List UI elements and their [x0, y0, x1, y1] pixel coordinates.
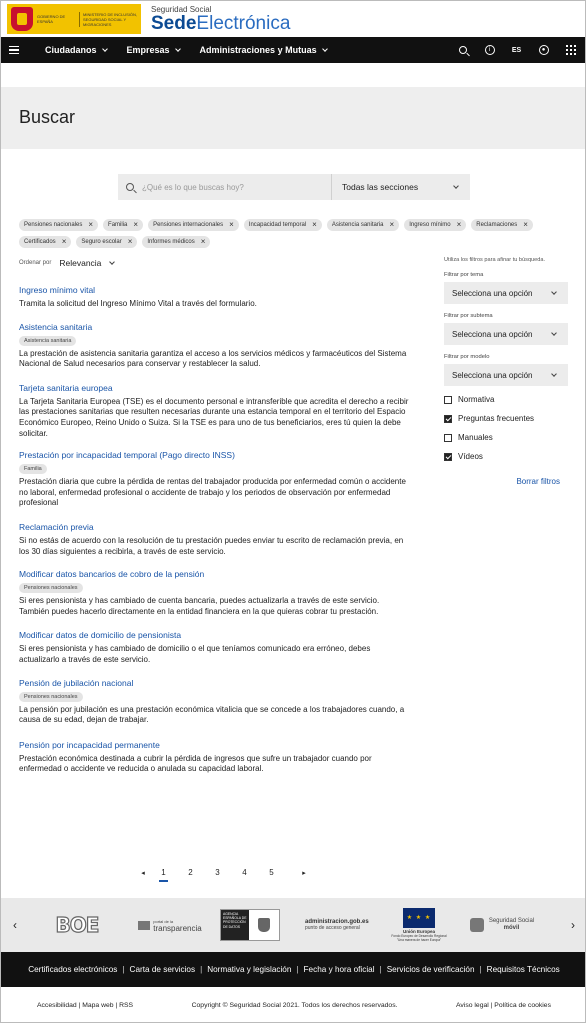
bottom-footer [1, 987, 586, 1023]
page-number[interactable]: 1 [150, 868, 177, 877]
result-title-link[interactable]: Asistencia sanitaria [19, 321, 93, 332]
close-icon[interactable]: × [523, 220, 528, 229]
result-description: Tramita la solicitud del Ingreso Mínimo Vital a través del formulario. [19, 299, 257, 308]
filter-chip-label: Incapacidad temporal [248, 222, 307, 228]
gov-label: GOBIERNO DE ESPAÑA [37, 14, 66, 24]
search-icon [459, 46, 467, 54]
filter-checkbox[interactable] [444, 394, 568, 405]
footer-link[interactable]: Certificados electrónicos [28, 965, 118, 974]
result-item [19, 383, 411, 439]
coat-of-arms-icon [11, 7, 33, 31]
footer-links [1, 952, 586, 987]
site-title-light: Electrónica [196, 12, 291, 34]
footer-separator: | [379, 965, 382, 974]
result-description: Si no estás de acuerdo con la resolución de tu prestación puedes enviar tu escrito de reclamación previa, en los 30 días siguientes a recibirla, a través de este servicio. [19, 535, 404, 556]
pagination [136, 868, 311, 877]
checkbox-icon[interactable] [444, 396, 452, 404]
footer-link[interactable]: Servicios de verificación [386, 965, 475, 974]
close-icon[interactable]: × [127, 237, 133, 246]
result-title-link[interactable]: Pensión de jubilación nacional [19, 677, 134, 688]
checkbox-icon[interactable] [444, 453, 452, 461]
result-item [19, 322, 411, 370]
user-button[interactable] [537, 44, 550, 57]
sort-control [19, 258, 114, 268]
chevron-down-icon [453, 183, 459, 189]
result-item [19, 740, 411, 775]
filter-chip-label: Certificados [24, 239, 56, 245]
result-title-link[interactable]: Reclamación previa [19, 521, 94, 532]
filters-sidebar [444, 257, 568, 486]
footer-link[interactable]: Fecha y hora oficial [303, 965, 375, 974]
filter-chip-label: Informes médicos [147, 239, 195, 245]
footer-link[interactable]: Carta de servicios [129, 965, 196, 974]
boe-logo[interactable]: BOE [55, 913, 99, 937]
section-select[interactable] [331, 174, 470, 200]
result-title-link[interactable]: Prestación por incapacidad temporal (Pago directo INSS) [19, 450, 235, 461]
clear-filters-link[interactable]: Borrar filtros [516, 477, 560, 486]
carousel-prev-button[interactable]: ‹ [13, 918, 17, 932]
result-description: La prestación de asistencia sanitaria garantiza el acceso a los servicios médicos y farmacéuticos del Sistema Nacional de Salud necesarios para conservar y restablecer la salud. [19, 348, 407, 369]
aepd-logo[interactable] [215, 907, 285, 943]
result-title-link[interactable]: Ingreso mínimo vital [19, 285, 96, 295]
chevron-down-icon [110, 259, 116, 265]
result-item [19, 678, 411, 726]
filters-hint: Utiliza los filtros para afinar tu búsqueda. [444, 257, 546, 263]
result-item [19, 450, 411, 509]
next-page-button[interactable]: ▸ [302, 869, 306, 877]
filter-select-value: Selecciona una opción [452, 329, 533, 339]
filter-chip-label: Familia [108, 222, 128, 228]
ss-movil-icon [470, 918, 484, 932]
filter-chip[interactable] [19, 236, 71, 248]
filter-checkbox[interactable] [444, 451, 568, 462]
page-title: Buscar [19, 107, 76, 127]
title-band [1, 87, 586, 149]
ministry-label: MINISTERIO DE INCLUSIÓN, SEGURIDAD SOCIAL Y MIGRACIONES [79, 12, 137, 27]
filter-chip[interactable] [103, 219, 143, 231]
nav-ciudadanos[interactable] [45, 45, 107, 55]
eu-subtitle: Fondo Europeo de Desarrollo Regional "Una manera de hacer Europa" [391, 933, 447, 942]
checkbox-label: Vídeos [458, 452, 483, 461]
site-subtitle: Seguridad Social [151, 4, 212, 14]
result-category-badge: Pensiones nacionales [19, 583, 83, 593]
checkbox-label: Normativa [458, 395, 495, 404]
results-list [19, 285, 411, 775]
chevron-down-icon [551, 330, 557, 336]
footer-accessibility-links[interactable]: Accesibilidad | Mapa web | RSS [37, 1002, 134, 1009]
info-icon: i [485, 45, 495, 55]
transparencia-logo[interactable] [125, 907, 215, 943]
page-number[interactable]: 3 [215, 868, 220, 877]
filter-select[interactable] [444, 282, 568, 304]
result-description: La Tarjeta Sanitaria Europea (TSE) es el documento personal e intransferible que acredita el derecho a recibir las prestaciones sanitarias que resulten necesarias durante una estancia temporal en el territorio del Espacio Económico Europeo, Reino Unido o Suiza. Si la TSE es para uno de tus beneficiarios, eres tú quien la debe solicitar. [19, 396, 409, 438]
admin-sub: punto de acceso general [305, 925, 360, 931]
nav-label: Empresas [126, 45, 170, 55]
administracion-logo[interactable] [299, 907, 389, 943]
result-description: Prestación económica destinada a cubrir la pérdida de ingresos que sufre un trabajador cuando por enfermedad o accidente ve reducida o anulada su capacidad laboral. [19, 753, 372, 774]
filter-chip[interactable] [148, 219, 239, 231]
checkbox-icon[interactable] [444, 415, 452, 423]
top-header [1, 1, 585, 37]
result-description: Prestación diaria que cubre la pérdida de rentas del trabajador producida por enfermedad común o accidente no laboral, enfermedad profesional o accidente de trabajo y los periodos de observación por enfermedad profesional [19, 477, 406, 508]
chevron-down-icon [102, 46, 108, 52]
close-icon[interactable]: × [229, 220, 234, 229]
user-icon: ● [539, 45, 549, 55]
transparencia-icon [138, 921, 150, 930]
info-button[interactable] [483, 44, 496, 57]
chevron-down-icon [551, 371, 557, 377]
footer-copyright: Copyright © Seguridad Social 2021. Todos los derechos reservados. [191, 1002, 398, 1009]
filter-chip-label: Asistencia sanitaria [331, 222, 384, 228]
filter-chip[interactable] [327, 219, 399, 231]
filter-chip[interactable] [76, 236, 137, 248]
eu-fund-logo[interactable] [389, 907, 449, 943]
result-category-badge: Pensiones nacionales [19, 692, 83, 702]
ssm-line2: móvil [503, 925, 520, 931]
sort-label: Ordenar por [19, 260, 52, 266]
partner-logos-carousel [1, 898, 586, 952]
language-button[interactable]: ES [511, 46, 522, 54]
footer-link[interactable]: Requisitos Técnicos [486, 965, 560, 974]
menu-icon[interactable] [9, 46, 19, 54]
ssm-line1: Seguridad Social [488, 918, 535, 924]
chevron-down-icon [322, 46, 328, 52]
filter-chip[interactable] [19, 219, 98, 231]
ss-movil-logo[interactable] [459, 907, 545, 943]
apps-grid-icon [566, 45, 576, 55]
filter-select-value: Selecciona una opción [452, 370, 533, 380]
aepd-text: AGENCIA ESPAÑOLA DE PROTECCIÓN DE DATOS [221, 910, 249, 940]
result-category-badge: Familia [19, 464, 47, 474]
transparencia-label: transparencia [153, 924, 202, 933]
close-icon[interactable]: × [312, 220, 317, 229]
filter-select[interactable] [444, 323, 568, 345]
close-icon[interactable]: × [389, 220, 395, 229]
page-number[interactable]: 5 [269, 868, 274, 877]
result-description: Si eres pensionista y has cambiado de domicilio o el que teníamos comunicado era erróneo, debes actualizarlo a través de este servicio. [19, 644, 371, 664]
main-nav [1, 37, 585, 63]
chevron-down-icon [175, 46, 181, 52]
filter-checkbox[interactable] [444, 413, 568, 424]
result-item [19, 569, 411, 617]
filter-chip-label: Ingreso mínimo [409, 222, 451, 228]
checkbox-icon[interactable] [444, 434, 452, 442]
footer-separator: | [296, 965, 299, 974]
result-description: Si eres pensionista y has cambiado de cuenta bancaria, puedes actualizarla a través de este servicio. También puedes hacerlo directamente en la entidad financiera en la que quieras cobrar tu prestación. [19, 596, 380, 616]
site-logo[interactable] [151, 6, 290, 33]
nav-label: Ciudadanos [45, 45, 97, 55]
filter-label: Filtrar por modelo [444, 354, 490, 360]
close-icon[interactable]: × [200, 237, 206, 246]
filter-chip[interactable] [404, 219, 466, 231]
transparencia-pre: portal de la [153, 919, 174, 924]
nav-tools [456, 44, 577, 57]
result-title-link[interactable]: Pensión por incapacidad permanente [19, 739, 160, 750]
search-placeholder: ¿Qué es lo que buscas hoy? [142, 182, 244, 192]
close-icon[interactable]: × [133, 220, 139, 229]
filter-chip[interactable] [471, 219, 533, 231]
search-input[interactable] [118, 174, 331, 200]
transparencia-text [153, 918, 201, 932]
search-button[interactable] [456, 44, 469, 57]
sort-value: Relevancia [59, 258, 102, 268]
page-number[interactable]: 2 [188, 868, 193, 877]
chevron-down-icon [551, 289, 557, 295]
eu-title: Unión Europea [402, 928, 435, 934]
filter-chip[interactable] [244, 219, 322, 231]
admin-main: administracion.gob.es [305, 919, 369, 925]
site-title [151, 14, 290, 33]
result-item [19, 630, 411, 665]
footer-legal-links[interactable]: Aviso legal | Política de cookies [456, 1002, 551, 1009]
result-title-link[interactable]: Modificar datos de domicilio de pensionista [19, 630, 182, 641]
filter-label: Filtrar por tema [444, 272, 484, 278]
filter-label: Filtrar por subtema [444, 313, 493, 319]
nav-label: Administraciones y Mutuas [199, 45, 317, 55]
search-icon [126, 183, 134, 191]
close-icon[interactable]: × [88, 220, 94, 229]
footer-separator: | [200, 965, 203, 974]
section-select-value: Todas las secciones [342, 182, 419, 192]
search-bar [118, 174, 470, 200]
filter-chip-label: Seguro escolar [81, 239, 122, 245]
prev-page-button[interactable]: ◂ [141, 869, 145, 877]
filter-checkbox[interactable] [444, 432, 568, 443]
result-category-badge: Asistencia sanitaria [19, 336, 76, 346]
filter-select[interactable] [444, 364, 568, 386]
active-filter-chips [19, 219, 559, 248]
result-item [19, 522, 411, 557]
close-icon[interactable]: × [456, 220, 462, 229]
site-title-bold: Sede [151, 12, 197, 34]
filter-chip-label: Reclamaciones [476, 222, 518, 228]
ss-movil-text [489, 918, 534, 932]
nav-administraciones[interactable] [200, 45, 327, 55]
close-icon[interactable]: × [61, 237, 67, 246]
filter-chip-label: Pensiones internacionales [153, 222, 224, 228]
eu-flag-icon: ★ ★ ★ [403, 908, 435, 928]
result-description: La pensión por jubilación es una prestación económica vitalicia que se concede a los trabajadores cuando, a causa de su edad, dejan de trabajar. [19, 704, 405, 725]
aepd-shield [249, 910, 279, 940]
footer-separator: | [479, 965, 482, 974]
aepd-badge [220, 909, 280, 941]
government-logo[interactable] [7, 4, 141, 34]
result-title-link[interactable]: Modificar datos bancarios de cobro de la pensión [19, 569, 205, 580]
result-title-link[interactable]: Tarjeta sanitaria europea [19, 382, 113, 393]
carousel-next-button[interactable]: › [571, 918, 575, 932]
filter-select-value: Selecciona una opción [452, 288, 533, 298]
checkbox-label: Preguntas frecuentes [458, 414, 535, 423]
footer-link[interactable]: Normativa y legislación [207, 965, 292, 974]
sort-select[interactable] [59, 258, 114, 268]
filter-chip[interactable] [142, 236, 210, 248]
apps-button[interactable] [564, 44, 577, 57]
page-number[interactable]: 4 [242, 868, 247, 877]
filter-chip-label: Pensiones nacionales [24, 222, 83, 228]
nav-empresas[interactable] [127, 45, 180, 55]
footer-separator: | [122, 965, 125, 974]
result-item [19, 285, 411, 310]
checkbox-label: Manuales [458, 433, 493, 442]
